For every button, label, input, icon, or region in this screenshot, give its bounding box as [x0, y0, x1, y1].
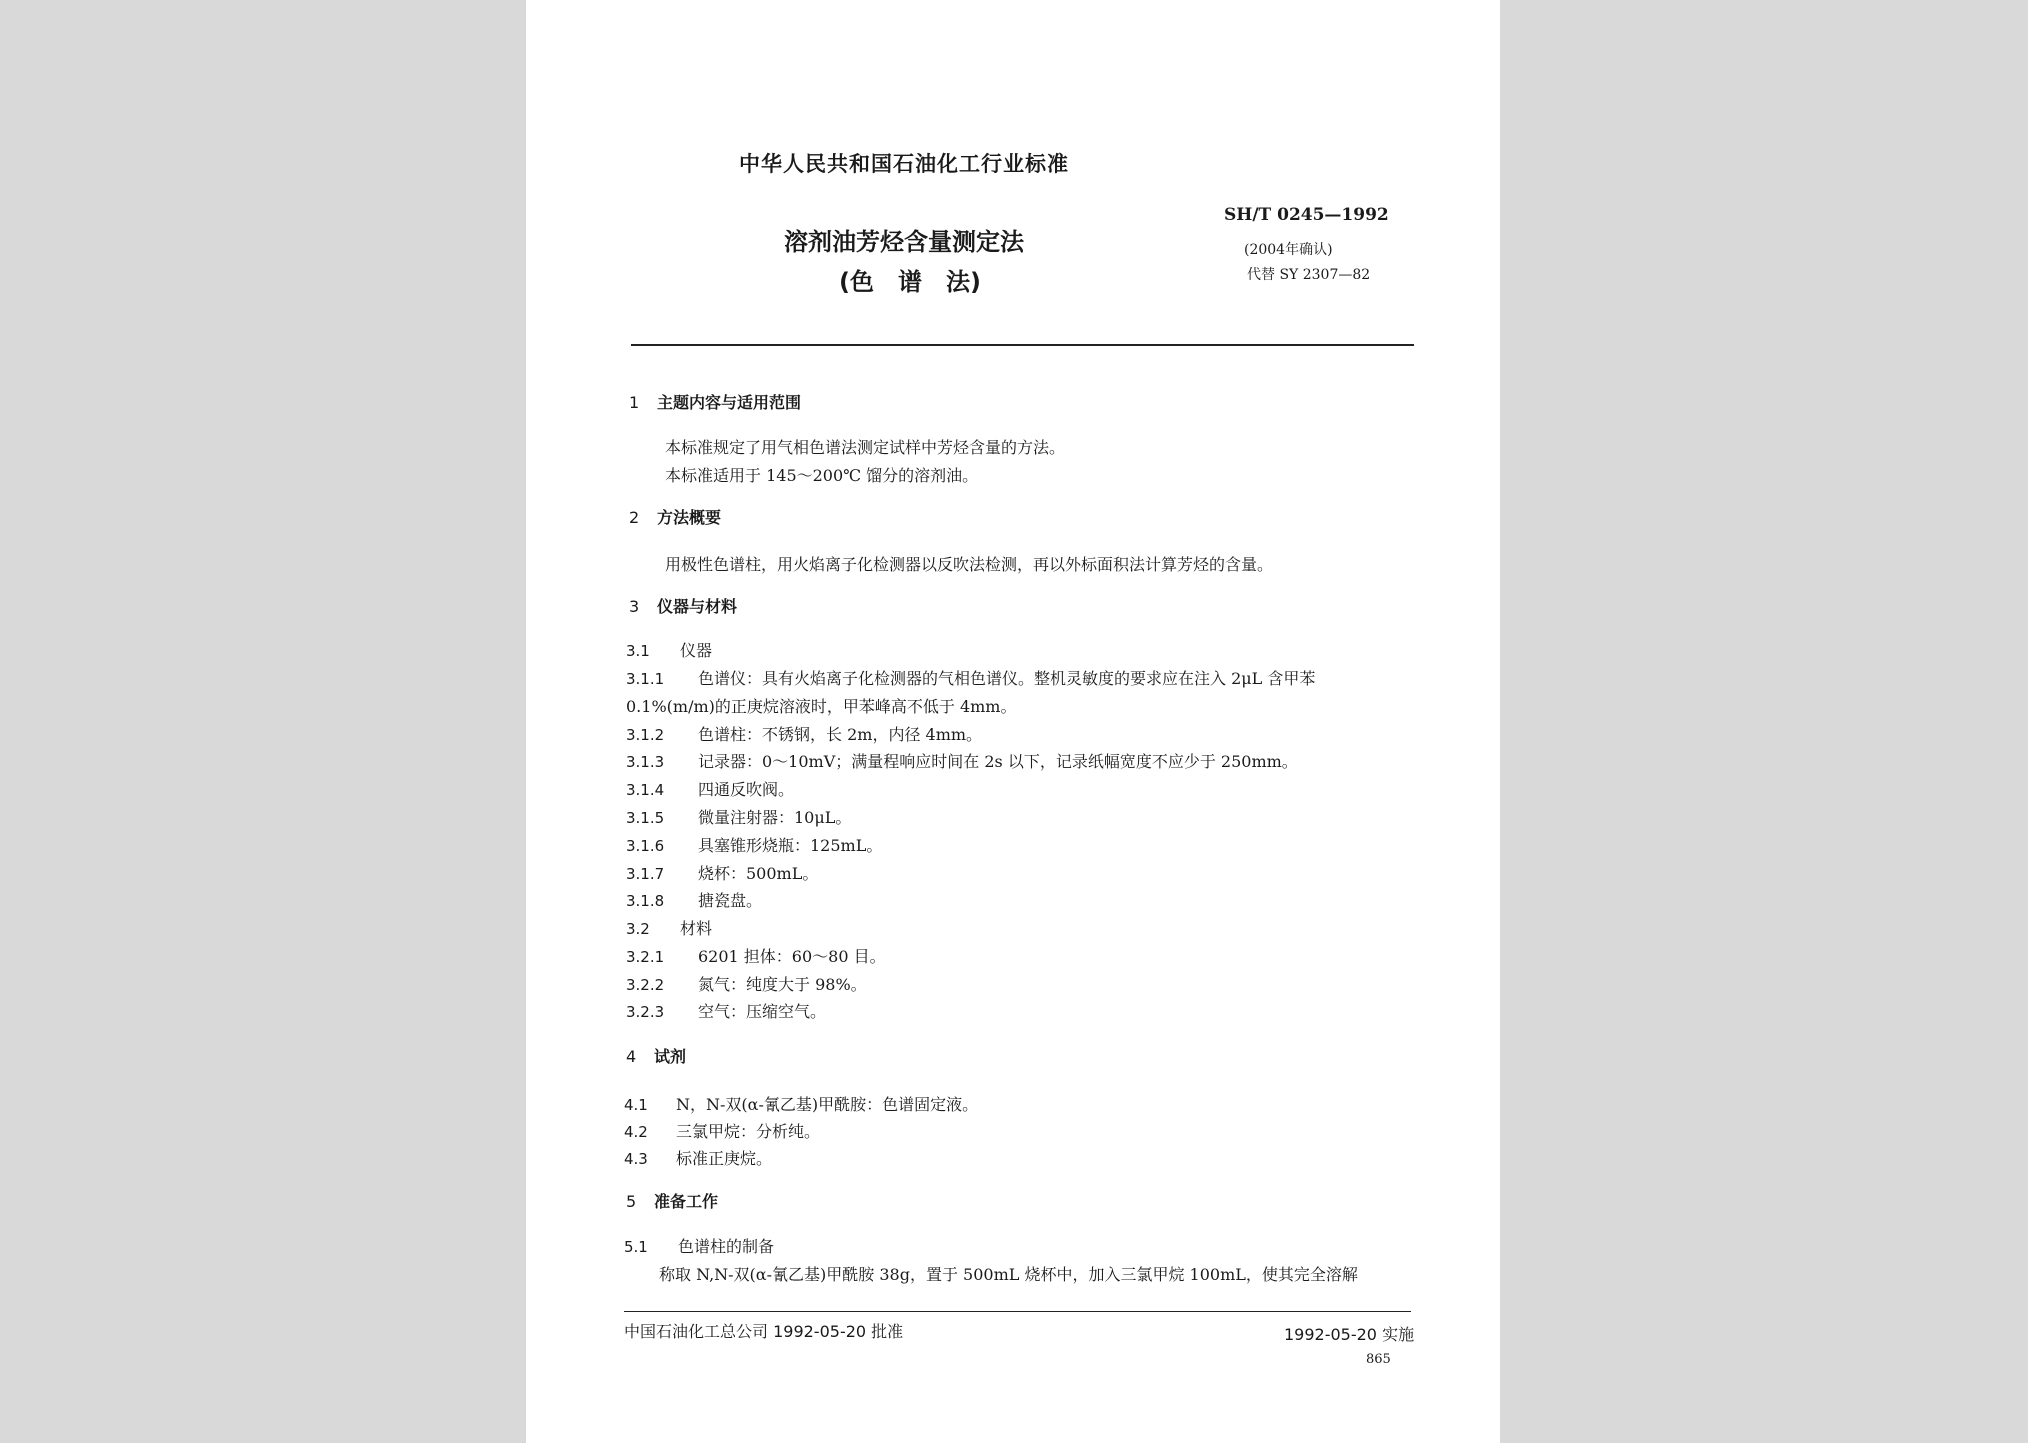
item-3-1-6: 3.1.6 具塞锥形烧瓶：125mL。 [626, 836, 883, 855]
header-divider [631, 344, 1414, 346]
document-page [526, 0, 1500, 1443]
standard-category-title: 中华人民共和国石油化工行业标准 [739, 152, 1069, 176]
replaces-note: 代替 SY 2307—82 [1247, 267, 1371, 283]
item-3-1: 3.1 仪器 [626, 641, 713, 660]
item-3-2: 3.2 材料 [626, 919, 713, 938]
section-1-paragraph-1: 本标准规定了用气相色谱法测定试样中芳烃含量的方法。 [665, 438, 1066, 457]
document-subtitle: (色 谱 法) [839, 268, 981, 296]
approval-line: 中国石油化工总公司 1992-05-20 批准 [624, 1322, 904, 1341]
item-5-1: 5.1 色谱柱的制备 [624, 1237, 775, 1256]
effective-date: 1992-05-20 实施 [1284, 1325, 1415, 1344]
item-3-1-4: 3.1.4 四通反吹阀。 [626, 780, 795, 799]
item-3-2-2: 3.2.2 氮气：纯度大于 98%。 [626, 975, 867, 994]
item-3-2-1: 3.2.1 6201 担体：60～80 目。 [626, 947, 886, 966]
item-3-2-3: 3.2.3 空气：压缩空气。 [626, 1002, 827, 1021]
section-5-heading: 5 准备工作 [626, 1192, 719, 1211]
page-number: 865 [1366, 1352, 1391, 1367]
item-3-1-3: 3.1.3 记录器：0～10mV；满量程响应时间在 2s 以下，记录纸幅宽度不应少于 250mm。 [626, 752, 1298, 771]
section-3-heading: 3 仪器与材料 [629, 597, 738, 616]
document-title: 溶剂油芳烃含量测定法 [784, 228, 1024, 256]
section-2-paragraph-1: 用极性色谱柱，用火焰离子化检测器以反吹法检测，再以外标面积法计算芳烃的含量。 [665, 555, 1274, 574]
item-3-1-2: 3.1.2 色谱柱：不锈钢，长 2m，内径 4mm。 [626, 725, 983, 744]
standard-code: SH/T 0245—1992 [1224, 205, 1389, 225]
item-3-1-5: 3.1.5 微量注射器：10μL。 [626, 808, 852, 827]
section-1-paragraph-2: 本标准适用于 145～200℃ 馏分的溶剂油。 [665, 466, 979, 485]
section-5-paragraph-1: 称取 N,N-双(α-氰乙基)甲酰胺 38g，置于 500mL 烧杯中，加入三氯甲烷 100mL，使其完全溶解 [659, 1265, 1358, 1284]
section-1-heading: 1 主题内容与适用范围 [629, 393, 802, 412]
item-4-2: 4.2 三氯甲烷：分析纯。 [624, 1122, 821, 1141]
section-4-heading: 4 试剂 [626, 1047, 687, 1066]
item-3-1-1: 3.1.1 色谱仪：具有火焰离子化检测器的气相色谱仪。整机灵敏度的要求应在注入 2μL 含甲苯 [626, 669, 1316, 688]
confirmation-note: (2004年确认) [1244, 242, 1333, 258]
item-3-1-7: 3.1.7 烧杯：500mL。 [626, 864, 819, 883]
item-3-1-1-continued: 0.1%(m/m)的正庚烷溶液时，甲苯峰高不低于 4mm。 [626, 697, 1017, 716]
section-2-heading: 2 方法概要 [629, 508, 722, 527]
footer-divider [624, 1311, 1411, 1312]
item-4-1: 4.1 N，N-双(α-氰乙基)甲酰胺：色谱固定液。 [624, 1095, 979, 1114]
item-3-1-8: 3.1.8 搪瓷盘。 [626, 891, 763, 910]
item-4-3: 4.3 标准正庚烷。 [624, 1149, 773, 1168]
